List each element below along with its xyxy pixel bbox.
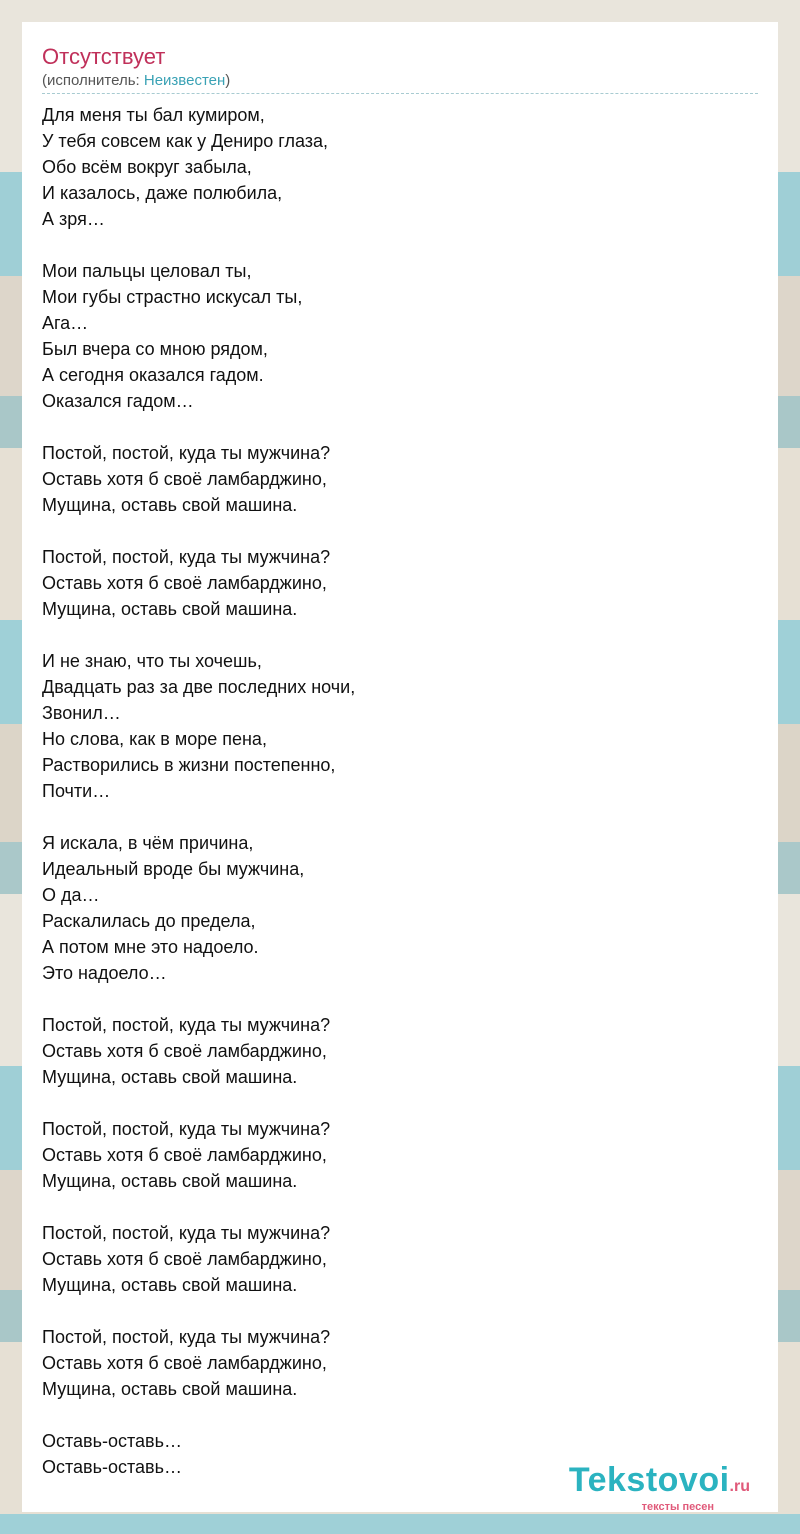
lyric-line: Постой, постой, куда ты мужчина? bbox=[42, 1015, 331, 1035]
lyric-line: Обо всём вокруг забыла, bbox=[42, 157, 252, 177]
lyric-line: Идеальный вроде бы мужчина, bbox=[42, 859, 305, 879]
lyric-line: Растворились в жизни постепенно, bbox=[42, 755, 336, 775]
lyric-line: Оставь-оставь… bbox=[42, 1457, 182, 1477]
lyrics-stanza bbox=[42, 648, 742, 804]
lyric-line: Звонил… bbox=[42, 703, 121, 723]
lyric-line: А потом мне это надоело. bbox=[42, 937, 259, 957]
lyric-line: Оставь-оставь… bbox=[42, 1431, 182, 1451]
lyric-line: Мущина, оставь свой машина. bbox=[42, 599, 298, 619]
title-divider bbox=[42, 93, 758, 94]
lyric-line: Оставь хотя б своё ламбарджино, bbox=[42, 469, 327, 489]
lyric-line: Но слова, как в море пена, bbox=[42, 729, 267, 749]
lyric-line: Постой, постой, куда ты мужчина? bbox=[42, 1119, 331, 1139]
lyrics-card bbox=[22, 22, 778, 1512]
song-title: Отсутствует bbox=[42, 44, 166, 69]
lyrics-stanza bbox=[42, 1220, 742, 1298]
lyrics-stanza bbox=[42, 1116, 742, 1194]
logo-tagline: тексты песен bbox=[641, 1501, 714, 1513]
lyric-line: Мущина, оставь свой машина. bbox=[42, 495, 298, 515]
lyric-line: Оказался гадом… bbox=[42, 391, 194, 411]
lyric-line: Для меня ты бал кумиром, bbox=[42, 105, 265, 125]
lyric-line: Это надоело… bbox=[42, 963, 167, 983]
lyric-line: Постой, постой, куда ты мужчина? bbox=[42, 1327, 331, 1347]
lyric-line: Двадцать раз за две последних ночи, bbox=[42, 677, 356, 697]
lyric-line: Оставь хотя б своё ламбарджино, bbox=[42, 1145, 327, 1165]
lyrics-stanza bbox=[42, 544, 742, 622]
artist-suffix: ) bbox=[225, 72, 231, 89]
lyrics-stanza bbox=[42, 102, 742, 232]
lyric-line: И не знаю, что ты хочешь, bbox=[42, 651, 262, 671]
lyrics-stanza bbox=[42, 440, 742, 518]
lyric-line: У тебя совсем как у Дениро глаза, bbox=[42, 131, 329, 151]
lyrics-body bbox=[42, 102, 742, 1506]
artist-byline bbox=[42, 72, 230, 89]
site-logo[interactable] bbox=[568, 1461, 750, 1513]
lyrics-stanza bbox=[42, 1324, 742, 1402]
lyric-line: Ага… bbox=[42, 313, 89, 333]
lyric-line: Мои пальцы целовал ты, bbox=[42, 261, 252, 281]
lyric-line: Оставь хотя б своё ламбарджино, bbox=[42, 1249, 327, 1269]
lyric-line: Оставь хотя б своё ламбарджино, bbox=[42, 1353, 327, 1373]
logo-name: Tekstovoi bbox=[568, 1461, 730, 1499]
lyrics-stanza bbox=[42, 1012, 742, 1090]
artist-link[interactable]: Неизвестен bbox=[143, 72, 226, 89]
lyric-line: Постой, постой, куда ты мужчина? bbox=[42, 547, 331, 567]
lyric-line: Раскалилась до предела, bbox=[42, 911, 256, 931]
lyric-line: Мущина, оставь свой машина. bbox=[42, 1275, 298, 1295]
lyric-line: О да… bbox=[42, 885, 100, 905]
lyric-line: Постой, постой, куда ты мужчина? bbox=[42, 443, 331, 463]
lyrics-stanza bbox=[42, 830, 742, 986]
artist-prefix: (исполнитель: bbox=[42, 72, 144, 89]
lyric-line: Мущина, оставь свой машина. bbox=[42, 1171, 298, 1191]
lyric-line: А зря… bbox=[42, 209, 105, 229]
lyric-line: А сегодня оказался гадом. bbox=[42, 365, 264, 385]
lyric-line: Мущина, оставь свой машина. bbox=[42, 1067, 298, 1087]
lyric-line: Мои губы страстно искусал ты, bbox=[42, 287, 303, 307]
lyric-line: Мущина, оставь свой машина. bbox=[42, 1379, 298, 1399]
lyric-line: Оставь хотя б своё ламбарджино, bbox=[42, 1041, 327, 1061]
logo-tld: .ru bbox=[729, 1478, 750, 1495]
lyric-line: И казалось, даже полюбила, bbox=[42, 183, 283, 203]
lyric-line: Я искала, в чём причина, bbox=[42, 833, 254, 853]
lyric-line: Постой, постой, куда ты мужчина? bbox=[42, 1223, 331, 1243]
lyric-line: Был вчера со мною рядом, bbox=[42, 339, 268, 359]
lyric-line: Оставь хотя б своё ламбарджино, bbox=[42, 573, 327, 593]
lyric-line: Почти… bbox=[42, 781, 111, 801]
lyrics-stanza bbox=[42, 258, 742, 414]
